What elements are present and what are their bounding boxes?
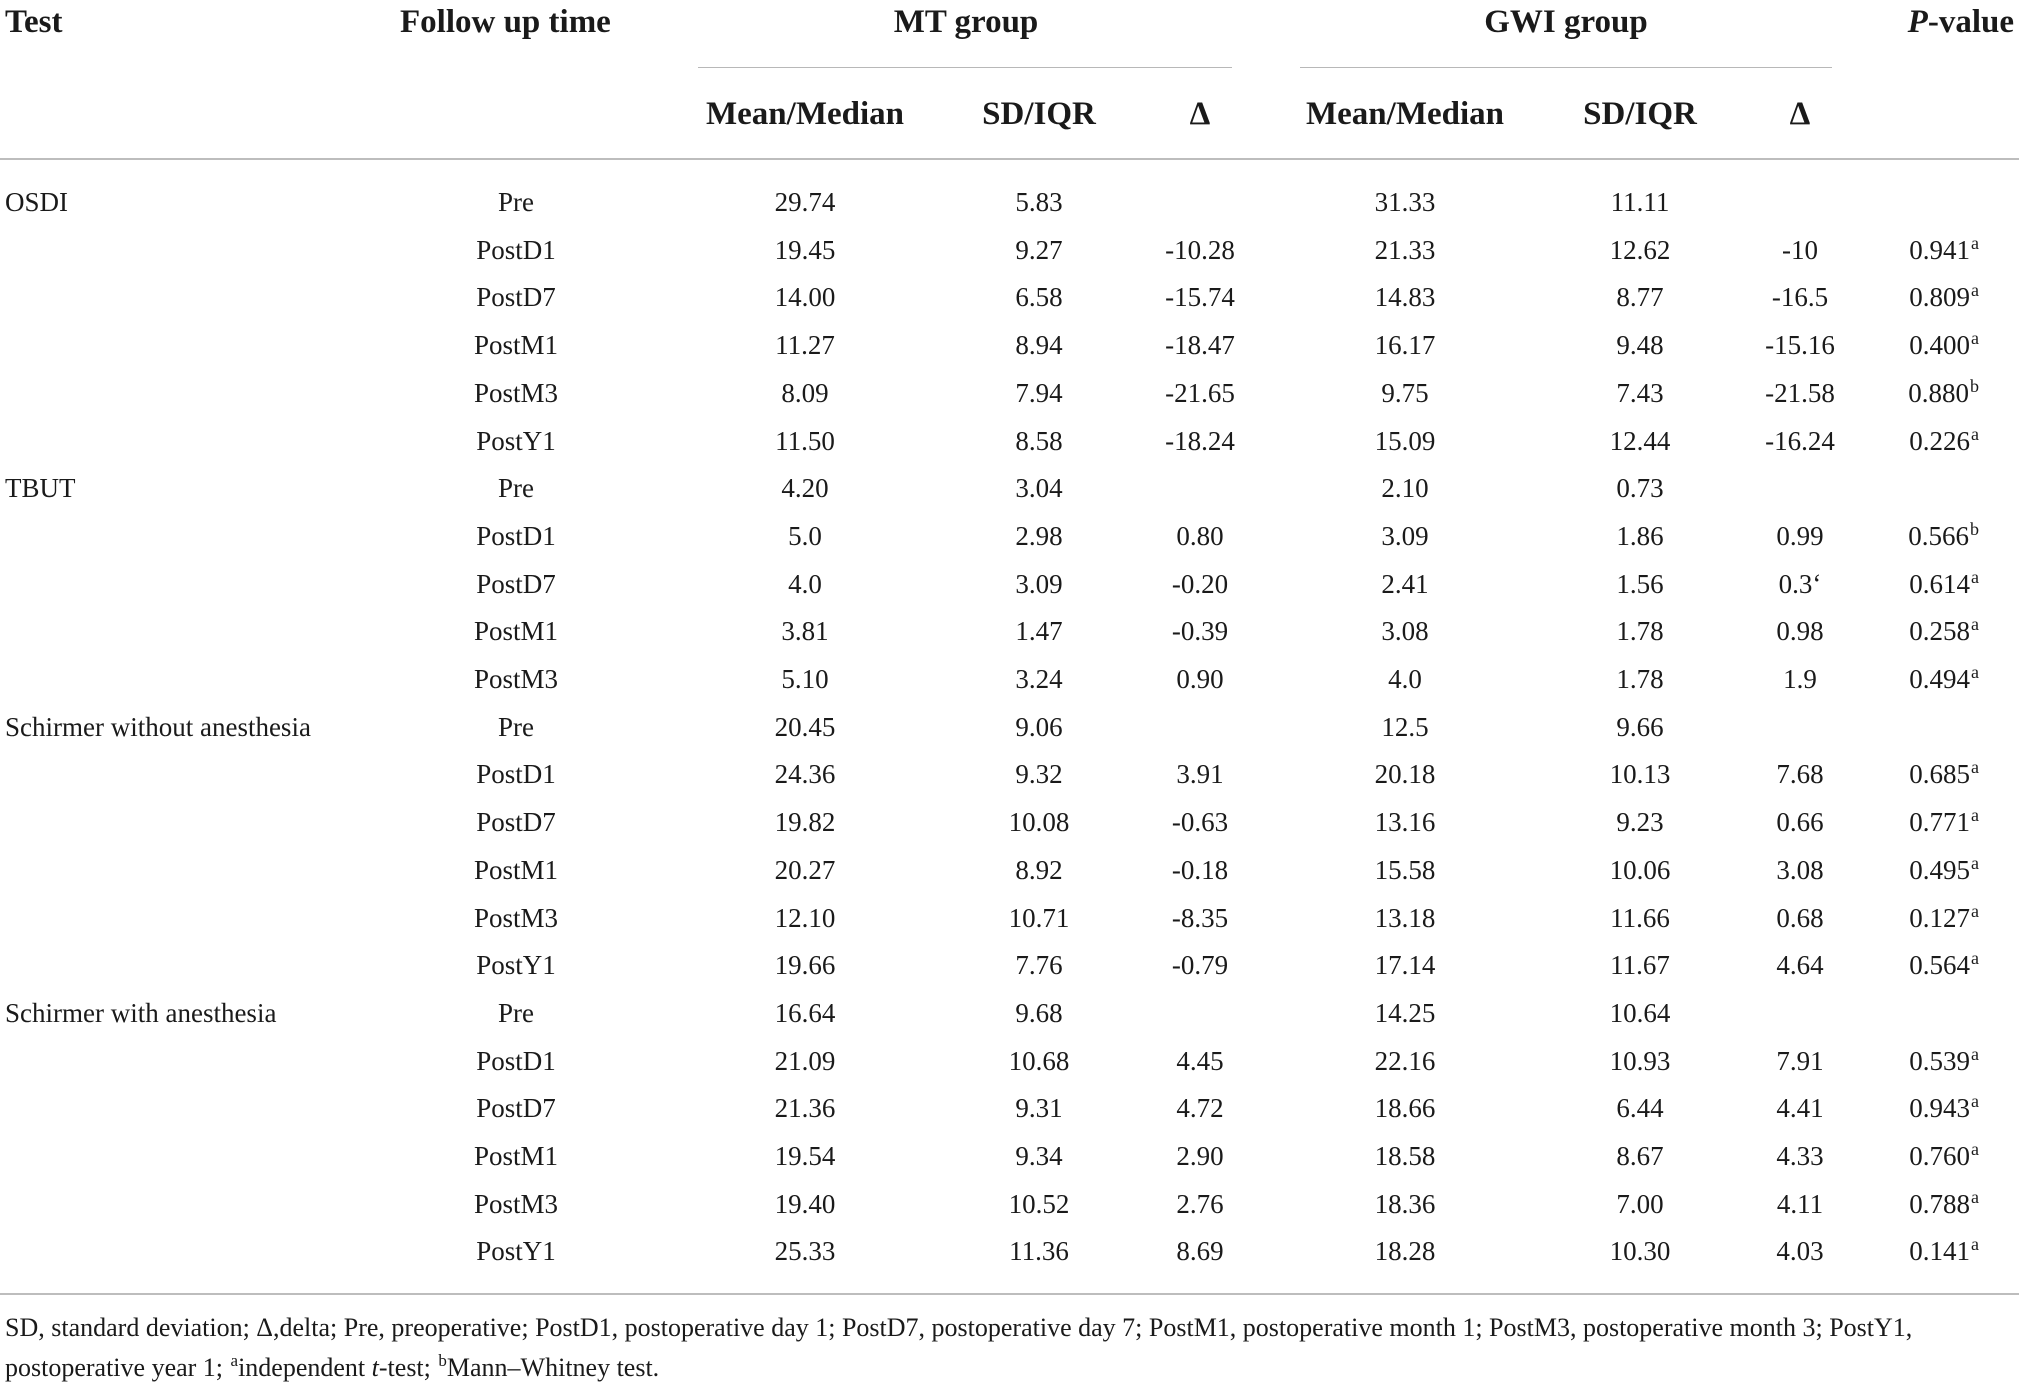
footnote-mann-whitney: Mann–Whitney test. [446,1353,660,1382]
cell-gwi-mean: 4.0 [1388,664,1422,694]
cell-gwi-delta: 0.68 [1776,902,1824,933]
cell-mt-delta: -0.63 [1171,807,1229,838]
p-value-number: 0.226 [1909,425,1970,456]
cell-gwi-mean: 14.25 [1374,997,1436,1028]
header-mt-sd: SD/IQR [982,96,1096,132]
cell-follow-up: PostM1 [473,1141,559,1171]
cell-follow-up: PostD7 [476,282,556,313]
cell-follow-up: PostD1 [476,520,556,551]
p-value-superscript: a [1971,1043,1979,1064]
header-rule [0,158,2019,160]
cell-mt-delta: -0.39 [1171,616,1229,647]
header-follow-up: Follow up time [400,4,611,40]
cell-gwi-sd: 10.30 [1609,1236,1671,1267]
table-row [0,703,2019,751]
cell-follow-up: PostM1 [473,854,559,885]
header-gwi-group: GWI group [1484,4,1648,40]
cell-mt-mean: 21.36 [774,1093,836,1124]
cell-mt-delta: -21.65 [1165,377,1235,408]
table-row [0,750,2019,798]
cell-mt-sd: 3.04 [1015,473,1063,504]
cell-mt-sd: 2.98 [1015,520,1063,551]
cell-p-value [1909,941,1979,989]
footnote-year: postoperative year 1; [5,1353,230,1382]
cell-follow-up: PostM1 [473,616,559,647]
cell-test: TBUT [5,473,76,504]
cell-follow-up: PostY1 [476,950,556,981]
cell-mt-delta: -10.28 [1165,234,1235,265]
cell-p-value [1908,369,1979,417]
header-test: Test [5,4,63,40]
p-value-number: 0.760 [1909,1141,1970,1171]
cell-gwi-mean: 3.09 [1381,520,1429,551]
cell-gwi-mean: 15.58 [1374,854,1436,885]
cell-p-value [1909,894,1979,942]
p-value-superscript: a [1971,1091,1979,1112]
p-value-number: 0.495 [1909,854,1970,885]
cell-p-value [1909,1084,1979,1132]
table-row [0,798,2019,846]
cell-gwi-sd: 0.73 [1616,473,1664,504]
cell-mt-sd: 6.58 [1015,282,1063,313]
cell-mt-sd: 10.68 [1008,1045,1070,1076]
cell-mt-sd: 9.27 [1015,234,1063,265]
table-row [0,607,2019,655]
table-row [0,178,2019,226]
cell-gwi-sd: 1.56 [1616,568,1664,599]
cell-gwi-sd: 9.48 [1616,330,1664,361]
p-value-number: 0.141 [1909,1236,1970,1267]
cell-gwi-delta: 0.98 [1776,616,1824,647]
p-value-superscript: a [1971,757,1979,778]
header-mt-delta: Δ [1189,96,1211,132]
cell-gwi-sd: 12.62 [1609,234,1671,265]
cell-follow-up: PostM3 [473,902,559,933]
header-p-rest: -value [1927,4,2014,40]
cell-gwi-sd: 10.64 [1609,997,1671,1028]
cell-test: Schirmer with anesthesia [5,997,277,1028]
table-footnote [5,1308,2005,1388]
cell-mt-sd: 8.58 [1015,425,1063,456]
cell-gwi-delta: 4.11 [1776,1188,1824,1219]
cell-p-value [1909,1132,1979,1180]
cell-mt-sd: 1.47 [1015,616,1063,647]
p-value-superscript: a [1971,1186,1979,1207]
cell-gwi-delta: 4.03 [1776,1236,1824,1267]
cell-p-value [1909,226,1979,274]
table-row [0,369,2019,417]
cell-mt-mean: 21.09 [774,1045,836,1076]
cell-mt-delta: 0.80 [1176,520,1224,551]
cell-mt-mean: 5.10 [781,664,829,694]
cell-gwi-sd: 8.67 [1616,1141,1664,1171]
cell-mt-mean: 19.45 [774,234,836,265]
mt-group-underline [698,67,1232,68]
cell-gwi-mean: 20.18 [1374,759,1436,790]
cell-gwi-sd: 11.66 [1610,902,1670,933]
cell-p-value [1909,846,1979,894]
cell-gwi-sd: 11.67 [1610,950,1670,981]
cell-p-value [1909,750,1979,798]
cell-follow-up: PostD1 [476,759,556,790]
cell-mt-delta: -0.18 [1171,854,1229,885]
footnote-line-1: SD, standard deviation; Δ,delta; Pre, preoperative; PostD1, postoperative day 1; PostD7, postoperative day 7; PostM1, postoperative month 1; PostM3, postoperative month 3; PostY1, [5,1313,1913,1342]
footnote-sup-b: b [438,1351,447,1370]
cell-gwi-sd: 8.77 [1616,282,1664,313]
cell-follow-up: Pre [498,473,534,504]
p-value-number: 0.685 [1909,759,1970,790]
cell-mt-sd: 7.76 [1015,950,1063,981]
cell-mt-delta: 2.90 [1176,1141,1224,1171]
p-value-superscript: a [1971,280,1979,301]
table-row [0,512,2019,560]
cell-mt-sd: 9.34 [1015,1141,1063,1171]
cell-follow-up: PostD1 [476,1045,556,1076]
cell-mt-delta: 4.45 [1176,1045,1224,1076]
header-mt-mean: Mean/Median [706,96,904,132]
table-row [0,417,2019,465]
p-value-superscript: a [1971,805,1979,826]
cell-mt-delta: 8.69 [1176,1236,1224,1267]
cell-gwi-delta: 0.99 [1776,520,1824,551]
header-p-italic: P [1907,4,1928,40]
table-row [0,655,2019,703]
cell-gwi-mean: 18.66 [1374,1093,1436,1124]
p-value-superscript: b [1970,518,1979,539]
cell-mt-sd: 10.71 [1008,902,1070,933]
cell-gwi-delta: 1.9 [1783,664,1817,694]
cell-gwi-mean: 15.09 [1374,425,1436,456]
cell-mt-mean: 29.74 [774,187,836,217]
cell-follow-up: PostY1 [476,425,556,456]
cell-test: Schirmer without anesthesia [5,711,311,742]
table-row [0,1084,2019,1132]
cell-mt-delta: 3.91 [1176,759,1224,790]
p-value-number: 0.258 [1909,616,1970,647]
cell-follow-up: PostD7 [476,568,556,599]
cell-follow-up: PostM3 [473,1188,559,1219]
cell-gwi-mean: 13.18 [1374,902,1436,933]
cell-gwi-mean: 12.5 [1381,711,1429,742]
header-mt-group: MT group [893,4,1039,40]
cell-test: OSDI [5,187,69,217]
cell-gwi-sd: 7.00 [1616,1188,1664,1219]
cell-gwi-mean: 22.16 [1374,1045,1436,1076]
cell-mt-mean: 24.36 [774,759,836,790]
footnote-independent: independent [238,1353,372,1382]
cell-gwi-mean: 17.14 [1374,950,1436,981]
cell-mt-sd: 3.09 [1015,568,1063,599]
cell-mt-sd: 9.32 [1015,759,1063,790]
cell-p-value [1909,607,1979,655]
table-row [0,1180,2019,1228]
cell-gwi-mean: 18.58 [1374,1141,1436,1171]
cell-follow-up: PostY1 [476,1236,556,1267]
p-value-number: 0.788 [1909,1188,1970,1219]
cell-gwi-delta: -21.58 [1765,377,1835,408]
p-value-superscript: a [1971,328,1979,349]
cell-mt-mean: 5.0 [788,520,822,551]
cell-mt-mean: 20.45 [774,711,836,742]
footnote-t: t [371,1353,379,1382]
cell-mt-mean: 12.10 [774,902,836,933]
p-value-number: 0.564 [1909,950,1970,981]
cell-follow-up: PostD7 [476,1093,556,1124]
cell-follow-up: PostD7 [476,807,556,838]
cell-gwi-sd: 1.86 [1616,520,1664,551]
footnote-sup-a: a [230,1351,239,1370]
cell-gwi-delta: 0.3‘ [1778,568,1822,599]
p-value-number: 0.771 [1909,807,1970,838]
cell-follow-up: PostM3 [473,664,559,694]
p-value-superscript: a [1971,1234,1979,1255]
cell-mt-mean: 14.00 [774,282,836,313]
cell-mt-mean: 3.81 [781,616,829,647]
cell-p-value [1909,273,1979,321]
header-gwi-mean: Mean/Median [1306,96,1504,132]
cell-follow-up: PostM1 [473,330,559,361]
p-value-superscript: a [1971,948,1979,969]
cell-gwi-delta: 7.68 [1776,759,1824,790]
cell-p-value [1909,655,1979,703]
table-row [0,321,2019,369]
table-row [0,226,2019,274]
cell-follow-up: Pre [498,997,534,1028]
header-p-value [1908,6,2014,39]
p-value-number: 0.809 [1909,282,1970,313]
cell-follow-up: Pre [498,187,534,217]
p-value-number: 0.880 [1908,377,1969,408]
cell-mt-mean: 4.20 [781,473,829,504]
p-value-superscript: b [1970,375,1979,396]
cell-mt-delta: -0.20 [1171,568,1229,599]
cell-gwi-sd: 10.13 [1609,759,1671,790]
cell-gwi-delta: 4.41 [1776,1093,1824,1124]
cell-gwi-mean: 18.36 [1374,1188,1436,1219]
p-value-superscript: a [1971,566,1979,587]
cell-gwi-sd: 1.78 [1616,616,1664,647]
cell-p-value [1909,321,1979,369]
p-value-superscript: a [1971,423,1979,444]
table-row [0,941,2019,989]
cell-mt-delta: 4.72 [1176,1093,1224,1124]
cell-mt-mean: 19.66 [774,950,836,981]
p-value-number: 0.943 [1909,1093,1970,1124]
table-bottom-rule [0,1293,2019,1295]
cell-gwi-delta: -16.24 [1765,425,1835,456]
table-row [0,989,2019,1037]
cell-p-value [1908,512,1979,560]
cell-mt-mean: 4.0 [788,568,822,599]
table-row [0,894,2019,942]
cell-mt-delta: -18.24 [1165,425,1235,456]
cell-mt-sd: 3.24 [1015,664,1063,694]
p-value-superscript: a [1971,900,1979,921]
cell-mt-sd: 10.52 [1008,1188,1070,1219]
cell-p-value [1978,989,1979,1037]
p-value-superscript: a [1971,1139,1979,1159]
cell-mt-mean: 19.40 [774,1188,836,1219]
cell-gwi-sd: 10.06 [1609,854,1671,885]
p-value-number: 0.941 [1909,234,1970,265]
cell-gwi-delta: -15.16 [1765,330,1835,361]
cell-p-value [1978,178,1979,226]
cell-gwi-mean: 31.33 [1374,187,1436,217]
cell-gwi-sd: 7.43 [1616,377,1664,408]
p-value-number: 0.127 [1909,902,1970,933]
cell-p-value [1909,1037,1979,1085]
cell-gwi-mean: 2.10 [1381,473,1429,504]
cell-gwi-mean: 18.28 [1374,1236,1436,1267]
cell-mt-mean: 19.82 [774,807,836,838]
cell-mt-delta: 2.76 [1176,1188,1224,1219]
cell-gwi-sd: 12.44 [1609,425,1671,456]
cell-mt-mean: 20.27 [774,854,836,885]
cell-mt-sd: 10.08 [1008,807,1070,838]
p-value-superscript: a [1971,662,1979,682]
cell-gwi-delta: 3.08 [1776,854,1824,885]
cell-gwi-sd: 9.66 [1616,711,1664,742]
cell-gwi-sd: 9.23 [1616,807,1664,838]
cell-gwi-delta: -16.5 [1771,282,1829,313]
cell-mt-mean: 19.54 [774,1141,836,1171]
cell-follow-up: PostD1 [476,234,556,265]
cell-gwi-delta: -10 [1782,234,1818,265]
cell-mt-sd: 8.94 [1015,330,1063,361]
cell-gwi-mean: 13.16 [1374,807,1436,838]
cell-mt-sd: 9.06 [1015,711,1063,742]
cell-p-value [1978,703,1979,751]
gwi-group-underline [1300,67,1832,68]
cell-follow-up: PostM3 [473,377,559,408]
cell-gwi-delta: 4.33 [1776,1141,1824,1171]
cell-p-value [1909,560,1979,608]
cell-p-value [1909,1227,1979,1275]
cell-gwi-sd: 6.44 [1616,1093,1664,1124]
cell-p-value [1909,798,1979,846]
cell-gwi-mean: 14.83 [1374,282,1436,313]
cell-mt-mean: 8.09 [781,377,829,408]
cell-mt-sd: 11.36 [1009,1236,1069,1267]
cell-gwi-delta: 0.66 [1776,807,1824,838]
p-value-superscript: a [1971,614,1979,635]
cell-mt-sd: 9.31 [1015,1093,1063,1124]
p-value-number: 0.494 [1909,664,1970,694]
footnote-line-2 [5,1348,2005,1388]
cell-mt-delta: -15.74 [1165,282,1235,313]
p-value-number: 0.614 [1909,568,1970,599]
header-gwi-sd: SD/IQR [1583,96,1697,132]
cell-gwi-mean: 16.17 [1374,330,1436,361]
p-value-superscript: a [1971,232,1979,253]
cell-mt-mean: 16.64 [774,997,836,1028]
cell-gwi-mean: 21.33 [1374,234,1436,265]
cell-mt-delta: -0.79 [1171,950,1229,981]
p-value-number: 0.400 [1909,330,1970,361]
table-row [0,846,2019,894]
cell-p-value [1909,1180,1979,1228]
cell-follow-up: Pre [498,711,534,742]
cell-mt-mean: 11.50 [775,425,835,456]
cell-gwi-delta: 4.64 [1776,950,1824,981]
header-gwi-delta: Δ [1789,96,1811,132]
p-value-number: 0.566 [1908,520,1969,551]
table-row [0,560,2019,608]
cell-mt-sd: 8.92 [1015,854,1063,885]
table-row [0,1227,2019,1275]
cell-mt-mean: 25.33 [774,1236,836,1267]
p-value-superscript: a [1971,852,1979,873]
table-row [0,273,2019,321]
cell-mt-delta: -18.47 [1165,330,1235,361]
cell-mt-sd: 5.83 [1015,187,1063,217]
p-value-number: 0.539 [1909,1045,1970,1076]
table-row [0,464,2019,512]
table-row [0,1037,2019,1085]
cell-mt-sd: 9.68 [1015,997,1063,1028]
cell-mt-mean: 11.27 [775,330,835,361]
footnote-test: -test; [378,1353,438,1382]
cell-gwi-sd: 10.93 [1609,1045,1671,1076]
cell-mt-sd: 7.94 [1015,377,1063,408]
cell-p-value [1909,417,1979,465]
cell-p-value [1978,464,1979,512]
cell-gwi-mean: 2.41 [1381,568,1429,599]
cell-mt-delta: -8.35 [1171,902,1229,933]
cell-gwi-sd: 11.11 [1610,187,1670,217]
cell-gwi-sd: 1.78 [1616,664,1664,694]
cell-gwi-mean: 9.75 [1381,377,1429,408]
cell-gwi-delta: 7.91 [1776,1045,1824,1076]
cell-mt-delta: 0.90 [1176,664,1224,694]
table-row [0,1132,2019,1180]
cell-gwi-mean: 3.08 [1381,616,1429,647]
